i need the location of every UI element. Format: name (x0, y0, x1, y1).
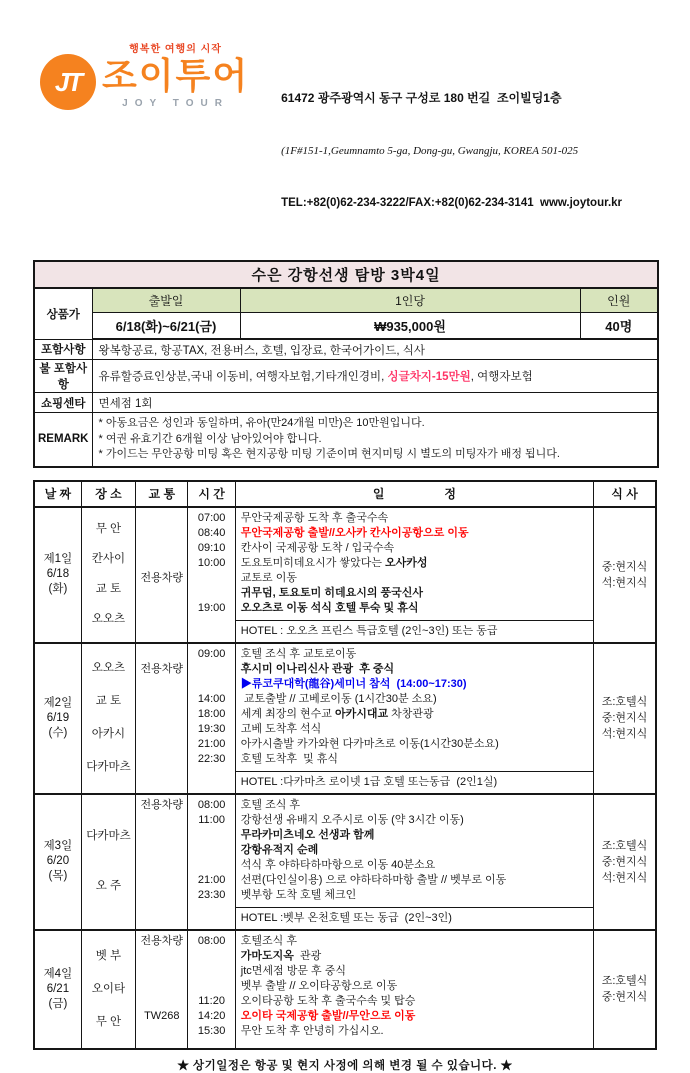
meal-item: 중:현지식 (601, 560, 648, 573)
transport-entry (136, 994, 187, 1009)
schedule-line (241, 722, 588, 737)
text-segment: 강항유적지 순례 (240, 843, 319, 856)
col-meal: 식 사 (594, 481, 656, 507)
date-cell (34, 794, 81, 930)
price-info-table (33, 260, 659, 468)
day-label: 제1일 (43, 553, 73, 565)
transport-entry (136, 813, 187, 828)
day-weekday: (수) (48, 726, 68, 739)
transport-entry: 전용차량 (140, 798, 184, 811)
transport-entry (136, 873, 187, 888)
transport-cell (136, 643, 188, 794)
col-departure-date: 출발일 (92, 288, 240, 313)
time-cell (188, 507, 235, 643)
text-segment: 무라카미츠네오 선생과 함께 (240, 828, 375, 841)
place-item: 아카시 (91, 727, 126, 740)
place-cell (81, 794, 135, 930)
text-segment: ▶류코쿠대학(龍谷)세미너 참석 (14:00~17:30) (240, 677, 467, 690)
itinerary-day-row (34, 507, 656, 621)
text-segment: 아카시출발 카가와현 다카마츠로 이동(1시간30분소요) (240, 737, 499, 750)
transport-entry: 전용차량 (140, 571, 184, 584)
meal-cell (594, 507, 656, 643)
schedule-line (241, 949, 588, 964)
text-segment: 강항선생 유배지 오주시로 이동 (약 3시간 이동) (240, 813, 464, 826)
text-segment: 왕복항공료, 항공TAX, 전용버스, 호텔, 입장료, 한국어가이드, 식사 (98, 344, 425, 357)
meal-item: 중:현지식 (601, 712, 648, 724)
schedule-line (241, 934, 588, 949)
date-cell (34, 643, 81, 794)
hotel-line: HOTEL :벳부 온천호텔 또는 동급 (2인~3인) (235, 907, 593, 930)
text-segment: 벳부항 도착 호텔 체크인 (240, 888, 357, 901)
transport-entry (136, 647, 187, 662)
info-label: 쇼핑센타 (34, 393, 92, 413)
text-segment: 귀무덤, 토요토미 히데요시의 풍국신사 (240, 586, 424, 599)
text-segment: 차창관광 (388, 707, 434, 720)
text-segment: , 여행자보험 (470, 371, 533, 383)
text-segment: 관광 (293, 949, 322, 962)
transport-cell (136, 794, 188, 930)
schedule-line (241, 647, 588, 662)
transport-entry (136, 541, 187, 556)
remark-label: REMARK (34, 413, 92, 467)
time-cell (188, 794, 235, 930)
info-label: 포함사항 (34, 339, 92, 360)
text-segment: 선편(다인실이용) 으로 야하타하마항 출발 // 벳부로 이동 (240, 873, 507, 886)
headcount-value: 40명 (580, 313, 658, 340)
schedule-cell (235, 643, 593, 772)
time-entry (188, 828, 234, 843)
place-stack (82, 795, 135, 929)
transport-entry (136, 888, 187, 903)
time-entry: 08:00 (197, 934, 226, 947)
transport-entry (136, 677, 187, 692)
place-item: 교 토 (95, 582, 122, 595)
place-item: 칸사이 (91, 553, 126, 566)
time-entry (188, 571, 234, 586)
time-entry: 23:30 (197, 888, 226, 901)
transport-entry (136, 511, 187, 526)
schedule-line (241, 586, 588, 601)
day-date: 6/18 (46, 568, 70, 580)
text-segment: 무안국제공항 출발//오사카 칸사이공항으로 이동 (240, 526, 469, 539)
document-title: 수은 강항선생 탐방 3박4일 (34, 261, 658, 288)
meal-item: 조:호텔식 (601, 839, 648, 852)
meal-item: 조:호텔식 (601, 696, 648, 708)
col-headcount: 인원 (580, 288, 658, 313)
day-weekday: (목) (48, 870, 68, 882)
meal-cell (594, 643, 656, 794)
address-line-en: (1F#151-1,Geumnamto 5-ga, Dong-gu, Gwangju, KOREA 501-025 (281, 145, 579, 157)
info-label: 불 포함사항 (34, 360, 92, 393)
text-segment: 가마도지옥 (240, 949, 294, 962)
text-segment: jtc면세점 방문 후 중식 (240, 964, 346, 977)
text-segment: 무안 도착 후 안녕히 가십시오. (240, 1024, 384, 1037)
time-entry: 09:10 (197, 541, 226, 554)
time-entry: 18:00 (197, 707, 226, 720)
schedule-line (241, 737, 588, 752)
info-value (92, 360, 658, 393)
meal-stack (594, 795, 655, 929)
place-stack (82, 508, 135, 642)
time-entry: 22:30 (197, 752, 226, 765)
schedule-line (241, 662, 588, 677)
date-cell (34, 507, 81, 643)
place-item: 벳 부 (95, 949, 122, 962)
time-entry (188, 979, 234, 994)
transport-entry (136, 737, 187, 752)
price-value-row (34, 313, 658, 340)
itinerary-day-row (34, 930, 656, 1049)
remark-row (34, 413, 658, 467)
logo-tagline: 행복한 여행의 시작 (129, 44, 222, 55)
place-stack (82, 931, 135, 1048)
time-entry: 19:00 (197, 601, 226, 614)
text-segment: 싱글차지-15만원 (387, 371, 471, 383)
schedule-line (241, 752, 588, 767)
time-entry (188, 964, 234, 979)
text-segment: 오이타공항 도착 후 출국수속 및 탑승 (240, 994, 416, 1007)
schedule-line (241, 571, 588, 586)
date-stack (35, 931, 81, 1048)
remark-line: * 아동요금은 성인과 동일하며, 유아(만24개월 미만)은 10만원입니다. (98, 417, 425, 429)
info-value (92, 393, 658, 413)
day-date: 6/20 (46, 855, 70, 867)
time-entry (188, 662, 234, 677)
col-place: 장 소 (81, 481, 135, 507)
schedule-line (241, 541, 588, 556)
time-entry: 19:30 (197, 722, 226, 735)
day-weekday: (화) (48, 583, 68, 595)
text-segment: 무안국제공항 도착 후 출국수속 (240, 511, 389, 524)
remark-content (92, 413, 658, 467)
itinerary-table (33, 480, 657, 1050)
place-item: 다카마츠 (86, 830, 131, 843)
remark-line: * 여권 유효기간 6개월 이상 남아있어야 합니다. (98, 432, 322, 445)
schedule-cell (235, 794, 593, 908)
text-segment: 교토로 이동 (240, 571, 297, 584)
text-segment: 고베 도착후 석식 (240, 722, 322, 735)
hotel-line: HOTEL :다카마츠 로이넷 1급 호텔 또는동급 (2인1실) (235, 771, 593, 794)
col-per-person: 1인당 (240, 288, 580, 313)
schedule-line (241, 511, 588, 526)
schedule-cell (235, 507, 593, 621)
day-label: 제4일 (43, 967, 73, 980)
text-segment: 도요토미히데요시가 쌓았다는 (240, 556, 386, 569)
text-segment: 벳부 출발 // 오이타공항으로 이동 (240, 979, 398, 992)
place-cell (81, 643, 135, 794)
text-segment: 오이타 국제공항 출발//무안으로 이동 (240, 1009, 416, 1022)
text-segment: 세계 최장의 현수교 (240, 707, 335, 720)
day-label: 제3일 (43, 840, 73, 852)
logo-monogram: JT (54, 66, 82, 97)
meal-stack (594, 931, 655, 1048)
time-entry (188, 586, 234, 601)
transport-entry (136, 707, 187, 722)
travel-itinerary-document (0, 40, 690, 1072)
time-cell (188, 643, 235, 794)
schedule-line (241, 964, 588, 979)
text-segment: 유류할증료인상분,국내 이동비, 여행자보험,기타개인경비, (98, 371, 388, 383)
day-date: 6/19 (46, 711, 70, 724)
text-segment: 호텔조식 후 (240, 934, 297, 947)
meal-stack (594, 644, 655, 793)
remark-line: * 가이드는 무안공항 미팅 혹은 현지공항 미팅 기준이며 현지미팅 시 별도의 미팅자가 배정 됩니다. (98, 448, 560, 460)
transport-entry: TW268 (144, 1009, 180, 1022)
transport-entry (136, 858, 187, 873)
hotel-line: HOTEL : 오오츠 프린스 특급호텔 (2인~3인) 또는 동급 (235, 620, 593, 643)
transport-entry (136, 964, 187, 979)
time-entry: 10:00 (197, 556, 226, 569)
place-item: 오이타 (91, 982, 126, 995)
price-row-label: 상품가 (34, 288, 92, 339)
time-cell (188, 930, 235, 1049)
info-row (34, 393, 658, 413)
schedule-line (241, 798, 588, 813)
time-entry: 07:00 (197, 511, 226, 524)
transport-entry: 전용차량 (140, 662, 184, 675)
text-segment: 호텔 조식 후 (240, 798, 301, 811)
place-item: 교 토 (95, 695, 122, 708)
col-date: 날 짜 (34, 481, 81, 507)
transport-entry (136, 828, 187, 843)
time-entry: 09:00 (197, 647, 226, 660)
info-value (92, 339, 658, 360)
letterhead (40, 40, 690, 247)
col-transport: 교 통 (136, 481, 188, 507)
logo-text-block (102, 40, 249, 109)
joytour-logo-icon (40, 54, 96, 110)
schedule-line (241, 677, 588, 692)
text-segment: 호텔 도착후 및 휴식 (240, 752, 338, 765)
date-stack (35, 508, 81, 642)
meal-cell (594, 930, 656, 1049)
transport-entry (136, 526, 187, 541)
date-cell (34, 930, 81, 1049)
schedule-line (241, 858, 588, 873)
text-segment: 교토출발 // 고베로이동 (1시간30분 소요) (240, 692, 437, 705)
departure-date-value: 6/18(화)~6/21(금) (92, 313, 240, 340)
place-cell (81, 930, 135, 1049)
meal-item: 석:현지식 (601, 576, 648, 589)
day-weekday: (금) (48, 997, 68, 1010)
date-stack (35, 795, 81, 929)
schedule-line (241, 888, 588, 903)
place-item: 다카마츠 (86, 760, 131, 773)
schedule-line (241, 556, 588, 571)
text-segment: 면세점 1회 (98, 397, 153, 410)
itinerary-header-row (34, 481, 656, 507)
transport-entry (136, 556, 187, 571)
text-segment: 오사카성 (385, 556, 428, 569)
place-item: 무 안 (95, 523, 122, 536)
meal-item: 중:현지식 (601, 991, 648, 1003)
itinerary-day-row (34, 794, 656, 908)
schedule-line (241, 601, 588, 616)
schedule-cell (235, 930, 593, 1049)
transport-entry (136, 752, 187, 767)
meal-item: 조:호텔식 (601, 975, 648, 987)
place-item: 오오츠 (91, 612, 126, 625)
text-segment: 아카시대교 (334, 707, 389, 720)
col-time: 시 간 (188, 481, 235, 507)
meal-stack (594, 508, 655, 642)
text-segment: 칸사이 국제공항 도착 / 입국수속 (240, 541, 395, 554)
time-entry: 11:00 (198, 813, 225, 826)
time-entry: 11:20 (198, 994, 225, 1007)
transport-entry (136, 586, 187, 601)
place-item: 무 안 (95, 1015, 122, 1028)
company-address-block (281, 40, 622, 247)
logo-wordmark: 조이투어 (102, 55, 250, 96)
time-entry (188, 949, 234, 964)
meal-item: 중:현지식 (601, 855, 648, 868)
time-entry (188, 677, 234, 692)
schedule-line (241, 1024, 588, 1039)
meal-item: 석:현지식 (601, 871, 648, 884)
time-entry: 14:00 (197, 692, 226, 705)
time-entry: 08:40 (197, 526, 226, 539)
time-entry: 14:20 (197, 1009, 226, 1022)
schedule-line (241, 707, 588, 722)
place-stack (82, 644, 135, 793)
schedule-line (241, 843, 588, 858)
footer-note: ★ 상기일정은 항공 및 현지 사정에 의해 변경 될 수 있습니다. ★ (177, 1059, 513, 1072)
transport-cell (136, 930, 188, 1049)
transport-entry (136, 843, 187, 858)
text-segment: 후시미 이나리신사 관광 후 중식 (240, 662, 395, 675)
schedule-line (241, 692, 588, 707)
transport-cell (136, 507, 188, 643)
title-row (34, 261, 658, 288)
schedule-line (241, 979, 588, 994)
text-segment: 석식 후 야하타하마항으로 이동 40분소요 (240, 858, 436, 871)
transport-entry (136, 722, 187, 737)
meal-cell (594, 794, 656, 930)
col-schedule: 일 정 (235, 481, 593, 507)
time-entry: 21:00 (197, 873, 226, 886)
contact-line: TEL:+82(0)62-234-3222/FAX:+82(0)62-234-3141 www.joytour.kr (281, 197, 623, 209)
time-entry: 08:00 (197, 798, 226, 811)
schedule-line (241, 828, 588, 843)
schedule-line (241, 526, 588, 541)
meal-item: 석:현지식 (601, 728, 648, 740)
schedule-line (241, 1009, 588, 1024)
schedule-line (241, 873, 588, 888)
place-item: 오오츠 (91, 662, 126, 675)
info-row (34, 339, 658, 360)
schedule-line (241, 994, 588, 1009)
info-row (34, 360, 658, 393)
text-segment: 오오츠로 이동 석식 호텔 투숙 및 휴식 (240, 601, 419, 614)
transport-entry (136, 692, 187, 707)
time-entry: 21:00 (197, 737, 226, 750)
date-stack (35, 644, 81, 793)
transport-entry (136, 1024, 187, 1039)
per-person-price-value: ₩935,000원 (240, 313, 580, 340)
price-header-row (34, 288, 658, 313)
text-segment: 호텔 조식 후 교토로이동 (240, 647, 357, 660)
transport-entry (136, 949, 187, 964)
logo-subtitle: JOY TOUR (122, 98, 229, 109)
transport-entry: 전용차량 (140, 934, 184, 947)
schedule-line (241, 813, 588, 828)
address-line: 61472 광주광역시 동구 구성로 180 번길 조이빌딩1층 (281, 91, 562, 105)
place-item: 오 주 (95, 879, 122, 892)
place-cell (81, 507, 135, 643)
transport-entry (136, 979, 187, 994)
day-label: 제2일 (43, 696, 73, 709)
transport-entry (136, 601, 187, 616)
day-date: 6/21 (46, 982, 70, 995)
time-entry (188, 858, 234, 873)
itinerary-day-row (34, 643, 656, 772)
time-entry: 15:30 (197, 1024, 226, 1037)
time-entry (188, 843, 234, 858)
